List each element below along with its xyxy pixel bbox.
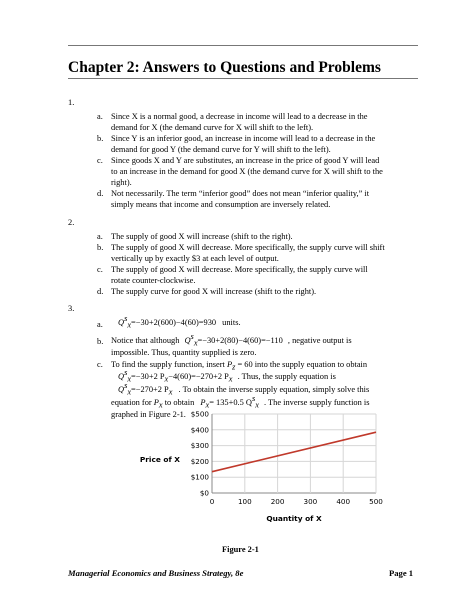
q1d-line1: Not necessarily. The term “inferior good” does not mean “inferior quality,” it <box>111 189 370 198</box>
q2-number: 2. <box>68 218 75 227</box>
title-underline <box>68 78 418 79</box>
supply-line <box>212 432 376 471</box>
q3b-line1: Notice that although $Q^s_x=-30+2(80)-4(60)=-110$ , negative output is <box>111 332 352 348</box>
footer-page-number: Page 1 <box>389 568 414 578</box>
q1c-line3: right). <box>111 178 132 187</box>
footer-book-title: Managerial Economics and Business Strategy, 8e <box>68 568 244 578</box>
figure-caption: Figure 2-1 <box>222 545 259 554</box>
q2b-letter: b. <box>97 243 104 252</box>
q1a-letter: a. <box>97 112 103 121</box>
x-tick-label: 300 <box>303 497 318 506</box>
y-tick-label: $100 <box>190 472 209 482</box>
q3c-letter: c. <box>97 360 103 369</box>
q2d-letter: d. <box>97 287 104 296</box>
x-tick-label: 500 <box>369 497 383 506</box>
q1c-letter: c. <box>97 156 103 165</box>
x-tick-label: 0 <box>209 497 215 506</box>
q1a-line1: Since X is a normal good, a decrease in income will lead to a decrease in the <box>111 112 368 121</box>
q1-number: 1. <box>68 98 75 107</box>
q2d-line1: The supply curve for good X will increase (shift to the right). <box>111 287 317 296</box>
q3b-letter: b. <box>97 337 104 346</box>
y-tick-label: $300 <box>190 441 209 451</box>
q3c-line4: equation for $P_x$ to obtain $P_x= 135+0.5$ $Q^s_x$ . The inverse supply function is <box>111 394 370 410</box>
q2a-letter: a. <box>97 232 103 241</box>
x-tick-label: 200 <box>270 497 285 506</box>
y-tick-label: $400 <box>190 425 209 435</box>
q3c-line5: graphed in Figure 2-1. <box>111 410 186 419</box>
q3a-equation: $Q^s_x=-30+2(600)-4(60)=930$ units. <box>118 314 241 330</box>
q3c-line2: $Q^s_x=-30+2$ $P_x-4(60)=-270+2$ $P_x$ . Thus, the supply equation is <box>118 368 336 384</box>
supply-chart <box>120 406 390 534</box>
q2c-line1: The supply of good X will decrease. More specifically, the supply curve will <box>111 265 368 274</box>
x-tick-label: 400 <box>336 497 351 506</box>
q2b-line2: vertically up by exactly $3 at each level of output. <box>111 254 279 263</box>
q3-number: 3. <box>68 304 75 313</box>
y-tick-label: $0 <box>199 488 209 498</box>
q1c-line2: to an increase in the demand for good X (the demand curve for X will shift to the <box>111 167 383 176</box>
q3b-line2: impossible. Thus, quantity supplied is zero. <box>111 348 257 357</box>
q2c-line2: rotate counter-clockwise. <box>111 276 196 285</box>
q1d-letter: d. <box>97 189 104 198</box>
y-tick-label: $200 <box>190 456 209 466</box>
q1d-line2: simply means that income and consumption are inversely related. <box>111 200 331 209</box>
q2a-line1: The supply of good X will increase (shift to the right). <box>111 232 293 241</box>
x-tick-label: 100 <box>237 497 252 506</box>
x-axis-label: Quantity of X <box>266 514 322 523</box>
q3a-letter: a. <box>97 320 103 329</box>
page-title: Chapter 2: Answers to Questions and Problems <box>68 59 381 76</box>
q1a-line2: demand for X (the demand curve for X will shift to the left). <box>111 123 314 132</box>
q1c-line1: Since goods X and Y are substitutes, an increase in the price of good Y will lead <box>111 156 380 165</box>
y-axis-label: Price of X <box>139 455 180 464</box>
q2c-letter: c. <box>97 265 103 274</box>
top-rule <box>68 45 418 46</box>
q1b-line2: demand for good Y (the demand curve for Y will shift to the left). <box>111 145 331 154</box>
q1b-line1: Since Y is an inferior good, an increase in income will lead to a decrease in the <box>111 134 376 143</box>
q3c-line3: $Q^s_x=-270+2$ $P_x$ . To obtain the inverse supply equation, simply solve this <box>118 381 370 397</box>
q1b-letter: b. <box>97 134 104 143</box>
q3c-line1: To find the supply function, insert $P_z = 60$ into the supply equation to obtain <box>111 360 368 372</box>
q2b-line1: The supply of good X will decrease. More specifically, the supply curve will shift <box>111 243 385 252</box>
y-tick-label: $500 <box>190 409 209 419</box>
